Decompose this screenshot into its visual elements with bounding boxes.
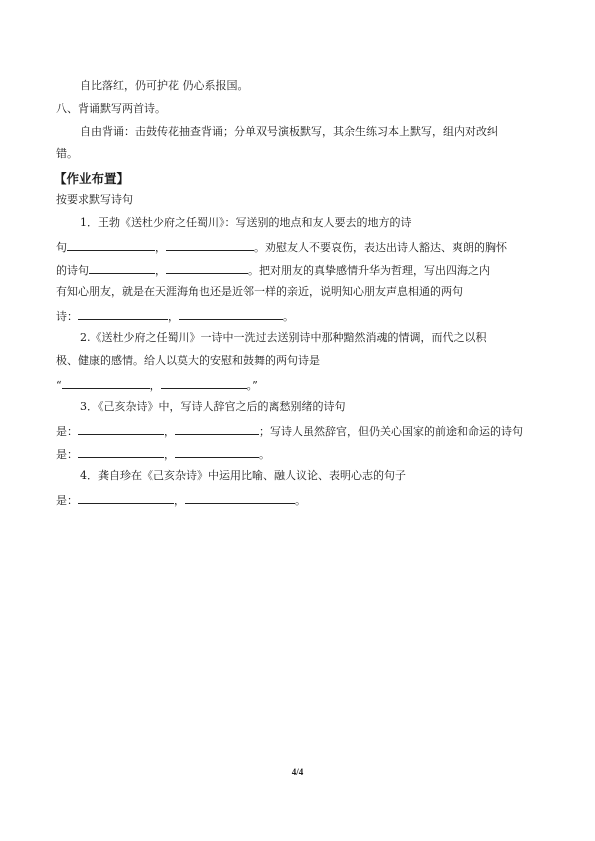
answer-blank[interactable] bbox=[175, 423, 259, 435]
question-1-line3-start: 的诗句 bbox=[56, 264, 89, 277]
answer-blank[interactable] bbox=[78, 492, 174, 504]
question-3-line2-end: ；写诗人虽然辞官，但仍关心国家的前途和命运的诗句 bbox=[259, 425, 523, 438]
answer-blank[interactable] bbox=[78, 308, 168, 320]
answer-blank[interactable] bbox=[78, 423, 164, 435]
close-quote: 。” bbox=[246, 379, 258, 392]
answer-blank[interactable] bbox=[161, 377, 247, 389]
question-1-line4: 有知心朋友，就是在天涯海角也还是近邻一样的亲近，说明知心朋友声息相通的两句 bbox=[56, 285, 463, 298]
answer-blank[interactable] bbox=[89, 262, 155, 274]
comma: ， bbox=[155, 241, 166, 254]
answer-blank[interactable] bbox=[78, 446, 164, 458]
question-4-line2-start: 是： bbox=[56, 494, 78, 507]
question-3-line3-end: 。 bbox=[259, 448, 270, 461]
question-2-line2: 极、健康的感情。给人以莫大的安慰和鼓舞的两句诗是 bbox=[56, 354, 320, 367]
question-1-prompt: 1．王勃《送杜少府之任蜀川》：写送别的地点和友人要去的地方的诗 bbox=[80, 216, 412, 229]
answer-blank[interactable] bbox=[62, 377, 150, 389]
question-1-line5 bbox=[56, 308, 294, 324]
question-1-line3 bbox=[56, 262, 490, 278]
question-3-line2-start: 是： bbox=[56, 425, 78, 438]
comma: ， bbox=[164, 425, 175, 438]
comma: ， bbox=[174, 494, 185, 507]
question-3-line3-start: 是： bbox=[56, 448, 78, 461]
question-1-line2 bbox=[56, 239, 507, 255]
question-1-line2-end: 。劝慰友人不要哀伤，表达出诗人豁达、爽朗的胸怀 bbox=[254, 241, 507, 254]
recitation-instructions-line2: 错。 bbox=[56, 147, 78, 160]
question-4-line2-end: 。 bbox=[295, 494, 306, 507]
question-2-line3 bbox=[56, 377, 258, 393]
homework-heading: 【作业布置】 bbox=[54, 171, 130, 186]
page-number: 4/4 bbox=[291, 767, 304, 777]
poem-explanation-line: 自比落红，仍可护花 仍心系报国。 bbox=[80, 79, 249, 92]
question-1-line5-end: 。 bbox=[283, 310, 294, 323]
question-3-line3 bbox=[56, 446, 270, 462]
question-2-prompt: 2.《送杜少府之任蜀川》一诗中一洗过去送别诗中那种黯然消魂的情调，而代之以积 bbox=[80, 331, 487, 344]
answer-blank[interactable] bbox=[179, 308, 283, 320]
question-4-prompt: 4．龚自珍在《己亥杂诗》中运用比喻、融人议论、表明心志的句子 bbox=[80, 469, 406, 482]
answer-blank[interactable] bbox=[175, 446, 259, 458]
comma: ， bbox=[155, 264, 166, 277]
question-1-line3-end: 。把对朋友的真挚感情升华为哲理，写出四海之内 bbox=[248, 264, 490, 277]
open-quote: “ bbox=[56, 379, 62, 392]
answer-blank[interactable] bbox=[166, 239, 254, 251]
answer-blank[interactable] bbox=[67, 239, 155, 251]
question-3-prompt: 3．《己亥杂诗》中，写诗人辞官之后的离愁别绪的诗句 bbox=[80, 400, 346, 413]
section-eight-title: 八、背诵默写两首诗。 bbox=[56, 102, 166, 115]
answer-blank[interactable] bbox=[185, 492, 295, 504]
answer-blank[interactable] bbox=[166, 262, 248, 274]
comma: ， bbox=[168, 310, 179, 323]
question-1-line2-start: 句 bbox=[56, 241, 67, 254]
question-3-line2 bbox=[56, 423, 523, 439]
comma: ， bbox=[149, 379, 161, 392]
recitation-instructions-line1: 自由背诵：击鼓传花抽查背诵；分单双号演板默写，其余生练习本上默写，组内对改纠 bbox=[80, 125, 498, 138]
homework-instruction: 按要求默写诗句 bbox=[56, 193, 133, 206]
question-4-line2 bbox=[56, 492, 306, 508]
comma: ， bbox=[164, 448, 175, 461]
question-1-line5-start: 诗： bbox=[56, 310, 78, 323]
